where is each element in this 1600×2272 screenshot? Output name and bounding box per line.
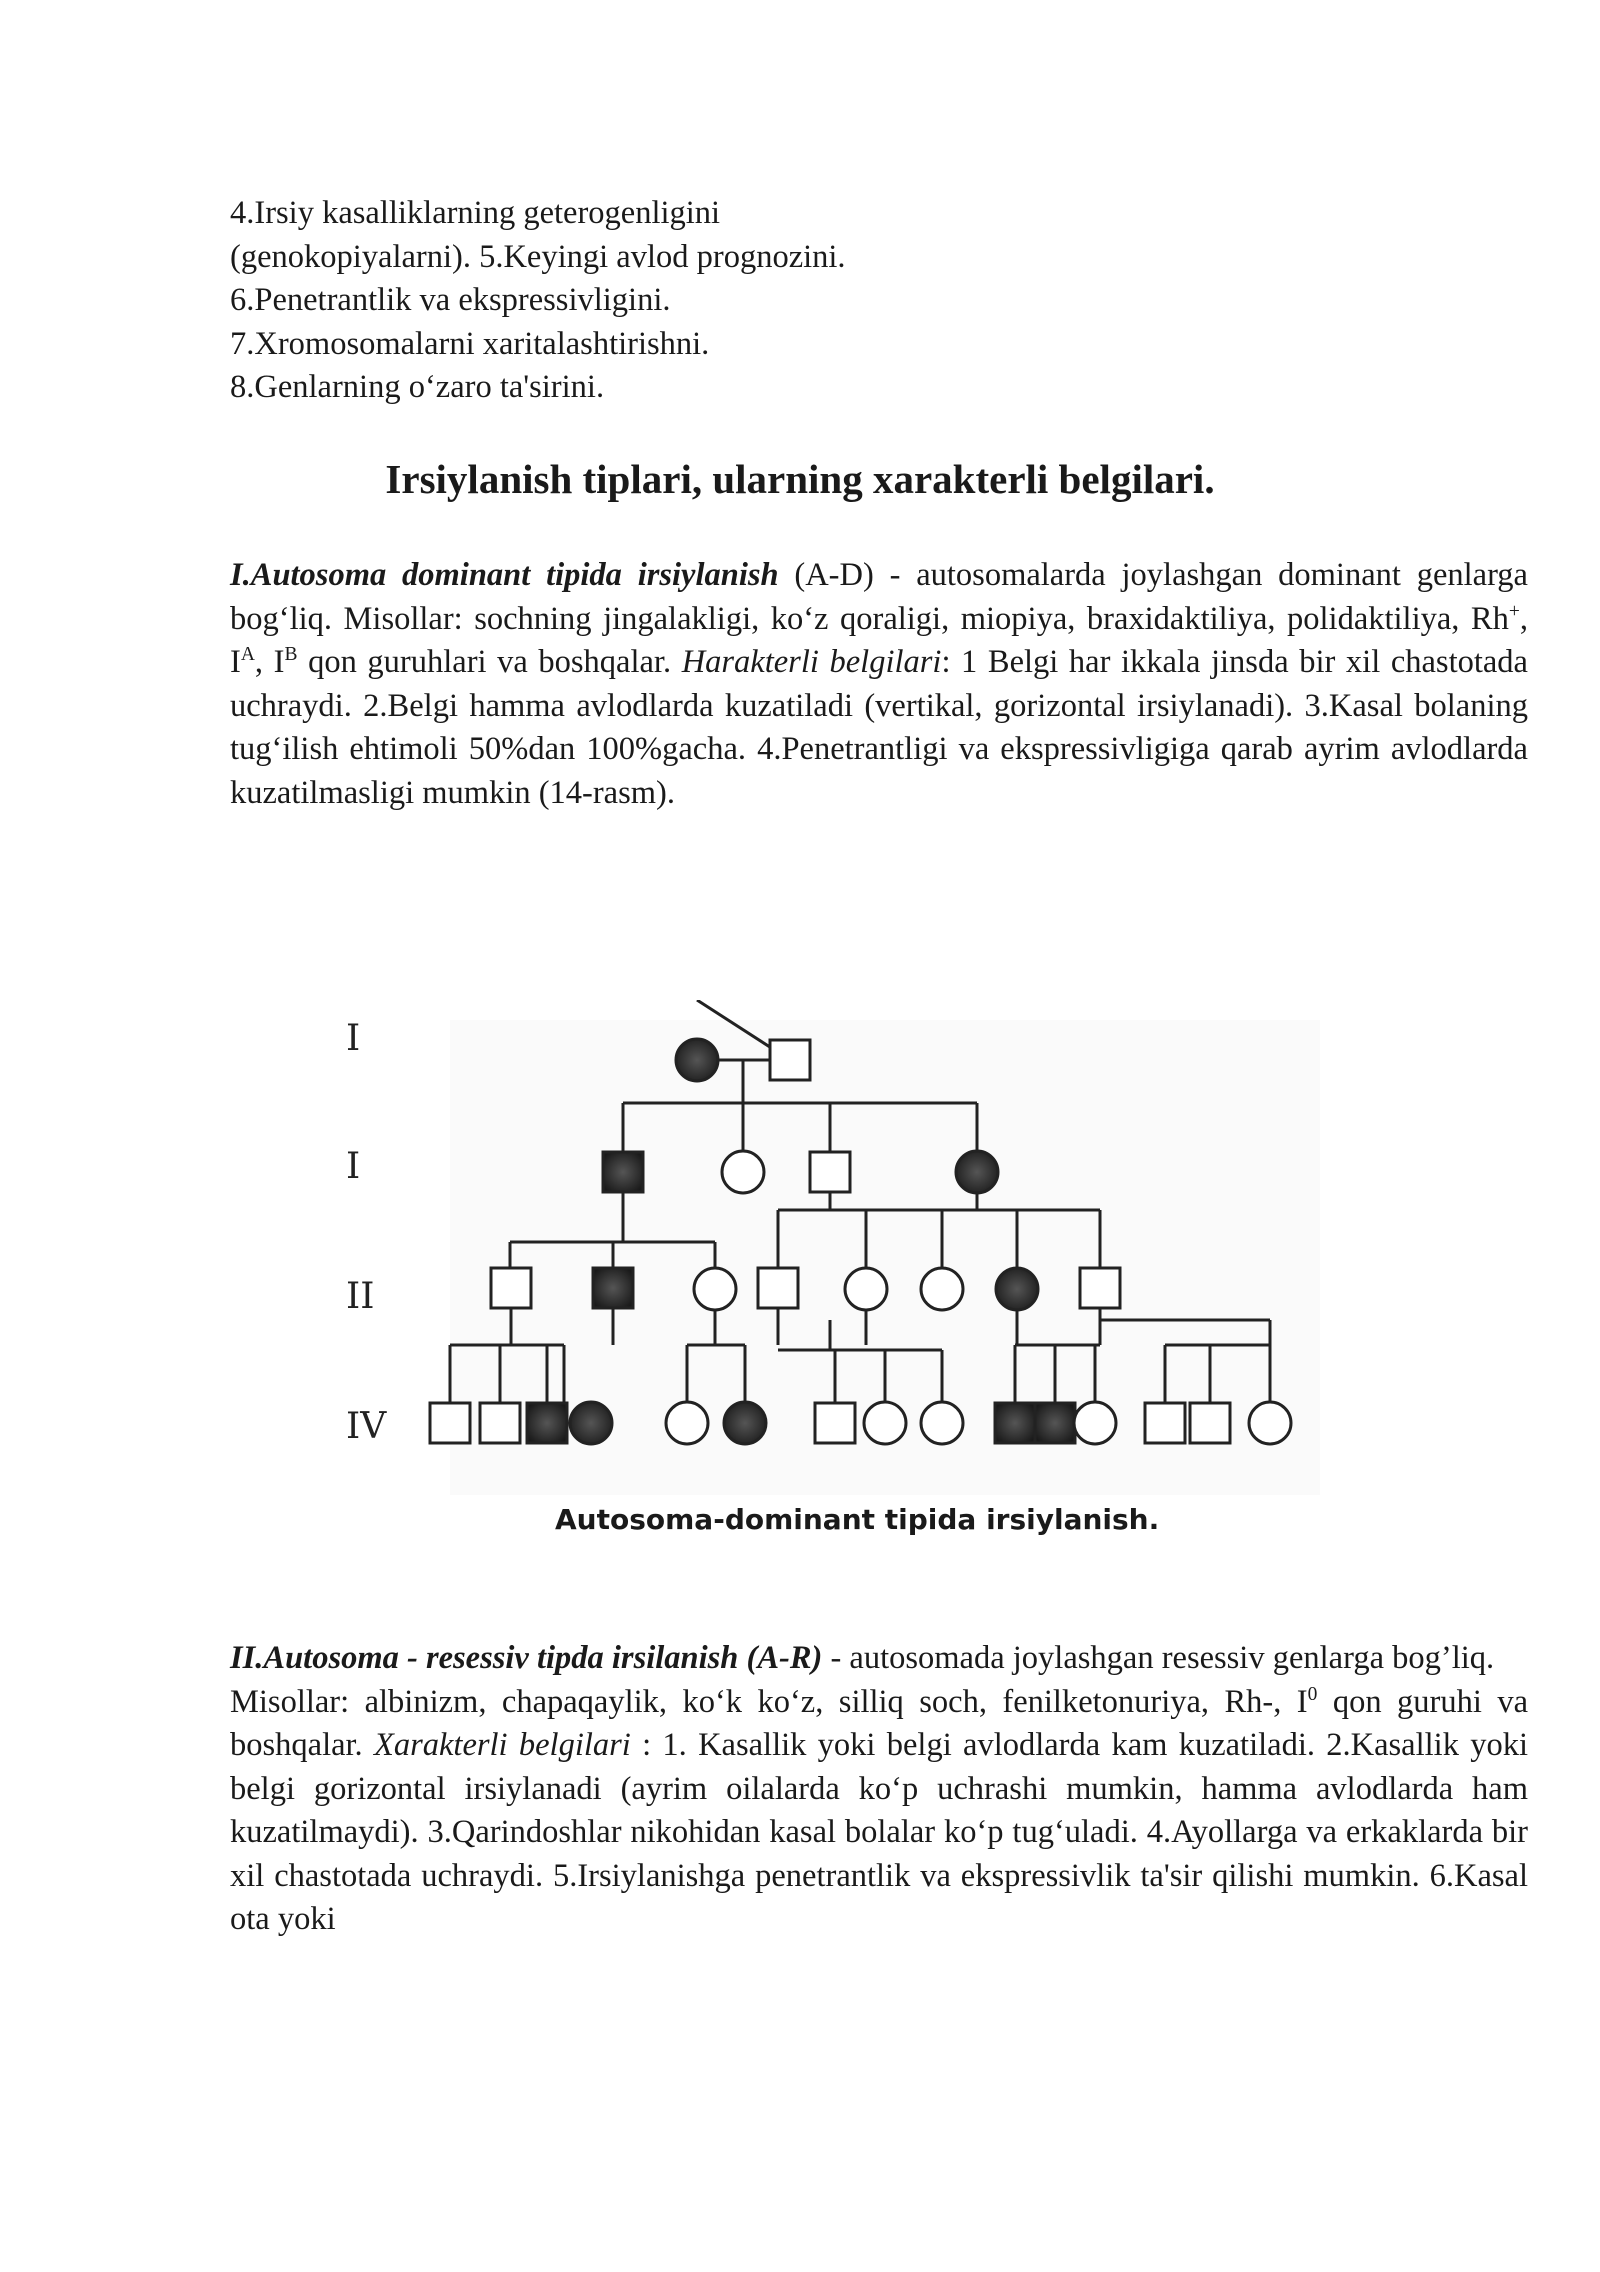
superscript: +: [1508, 600, 1520, 622]
superscript: A: [240, 644, 255, 666]
section-heading: Irsiylanish tiplari, ularning xarakterli belgilari.: [385, 456, 1215, 502]
male-symbol: [758, 1268, 798, 1308]
paragraph-text: qon guruhlari va boshqalar.: [297, 644, 682, 680]
section-title: II.Autosoma - resessiv tipda irsilanish (A-R): [230, 1640, 823, 1676]
numbered-list: [230, 192, 1528, 410]
superscript: B: [284, 644, 298, 666]
features-label: Harakterli belgilari: [681, 644, 942, 680]
list-item: 7.Xromosomalarni xaritalashtirishni.: [230, 325, 710, 362]
affected-female-symbol: [570, 1402, 612, 1444]
section-autosomal-recessive: [230, 1637, 1528, 1942]
female-symbol: [921, 1402, 963, 1444]
male-symbol: [480, 1403, 520, 1443]
affected-female-symbol: [956, 1151, 998, 1193]
features-label: Xarakterli belgilari: [373, 1727, 631, 1763]
generation-label: I: [346, 1018, 361, 1059]
male-symbol: [1145, 1403, 1185, 1443]
affected-male-symbol: [603, 1152, 643, 1192]
female-symbol: [921, 1268, 963, 1310]
male-symbol: [1190, 1403, 1230, 1443]
superscript: 0: [1307, 1683, 1318, 1705]
section-paragraph: [230, 1637, 1528, 1681]
male-symbol: [491, 1268, 531, 1308]
paragraph-text: , I: [254, 644, 285, 680]
paragraph-text: , I: [230, 600, 1528, 680]
male-symbol: [430, 1403, 470, 1443]
affected-female-symbol: [724, 1402, 766, 1444]
male-symbol: [1080, 1268, 1120, 1308]
list-item: 4.Irsiy kasalliklarning geterogenligini: [230, 195, 721, 231]
female-symbol: [1074, 1402, 1116, 1444]
affected-male-symbol: [593, 1268, 633, 1308]
male-symbol: [810, 1152, 850, 1192]
affected-male-symbol: [1035, 1403, 1075, 1443]
male-symbol: [770, 1040, 810, 1080]
paragraph-text: (A-D) - autosomalarda joylashgan dominant genlarga bog‘liq. Misollar: sochning jingalakligi, ko‘z qoraligi, miopiya, braxidaktiliya, polidaktiliya, Rh: [230, 557, 1528, 637]
paragraph-text: - autosomada joylashgan resessiv genlarga bog’liq.: [822, 1640, 1495, 1676]
paragraph-text: qon guruhi va boshqalar.: [230, 1683, 1528, 1763]
generation-label: II: [346, 1276, 375, 1317]
female-symbol: [845, 1268, 887, 1310]
section-title: I.Autosoma dominant tipida irsiylanish: [230, 557, 779, 593]
paragraph-text: : 1 Belgi har ikkala jinsda bir xil chastotada uchraydi. 2.Belgi hamma avlodlarda kuzatiladi (vertikal, gorizontal irsiylanadi). 3.Kasal bolaning tug‘ilish ehtimoli 50%dan 100%gacha. 4.Penetrantligi va ekspressivligiga qarab ayrim avlodlarda kuzatilmasligi mumkin (14-rasm).: [230, 644, 1528, 811]
paragraph-text: Misollar: albinizm, chapaqaylik, ko‘k ko‘z, silliq soch, fenilketonuriya, Rh-, I: [230, 1683, 1308, 1720]
paragraph-text: : 1. Kasallik yoki belgi avlodlarda kam kuzatiladi. 2.Kasallik yoki belgi gorizontal irsiylanadi (ayrim oilalarda ko‘p uchrashi mumkin, hamma avlodlarda ham kuzatilmaydi). 3.Qarindoshlar nikohidan kasal bolalar ko‘p tug‘uladi. 4.Ayollarga va erkaklarda bir xil chastotada uchraydi. 5.Irsiylanishga penetrantlik va ekspressivlik ta'sir qilishi mumkin. 6.Kasal ota yoki: [230, 1727, 1529, 1937]
section-paragraph: [230, 1681, 1528, 1942]
female-symbol: [694, 1268, 736, 1310]
female-symbol: [722, 1151, 764, 1193]
affected-female-symbol: [996, 1268, 1038, 1310]
list-item: 8.Genlarning o‘zaro ta'sirini.: [230, 369, 605, 405]
affected-female-symbol: [676, 1039, 718, 1081]
section-paragraph: [230, 554, 1528, 815]
pedigree-diagram: [330, 1000, 1330, 1510]
list-item: (genokopiyalarni). 5.Keyingi avlod prognozini.: [230, 238, 846, 275]
section-autosomal-dominant: [230, 554, 1528, 815]
generation-label: I: [346, 1146, 361, 1187]
figure-caption: Autosoma-dominant tipida irsiylanish.: [555, 1503, 1160, 1536]
female-symbol: [1249, 1402, 1291, 1444]
list-item: 6.Penetrantlik va ekspressivligini.: [230, 282, 671, 318]
affected-male-symbol: [527, 1403, 567, 1443]
affected-male-symbol: [995, 1403, 1035, 1443]
female-symbol: [666, 1402, 708, 1444]
female-symbol: [864, 1402, 906, 1444]
generation-label: IV: [346, 1406, 387, 1447]
male-symbol: [815, 1403, 855, 1443]
